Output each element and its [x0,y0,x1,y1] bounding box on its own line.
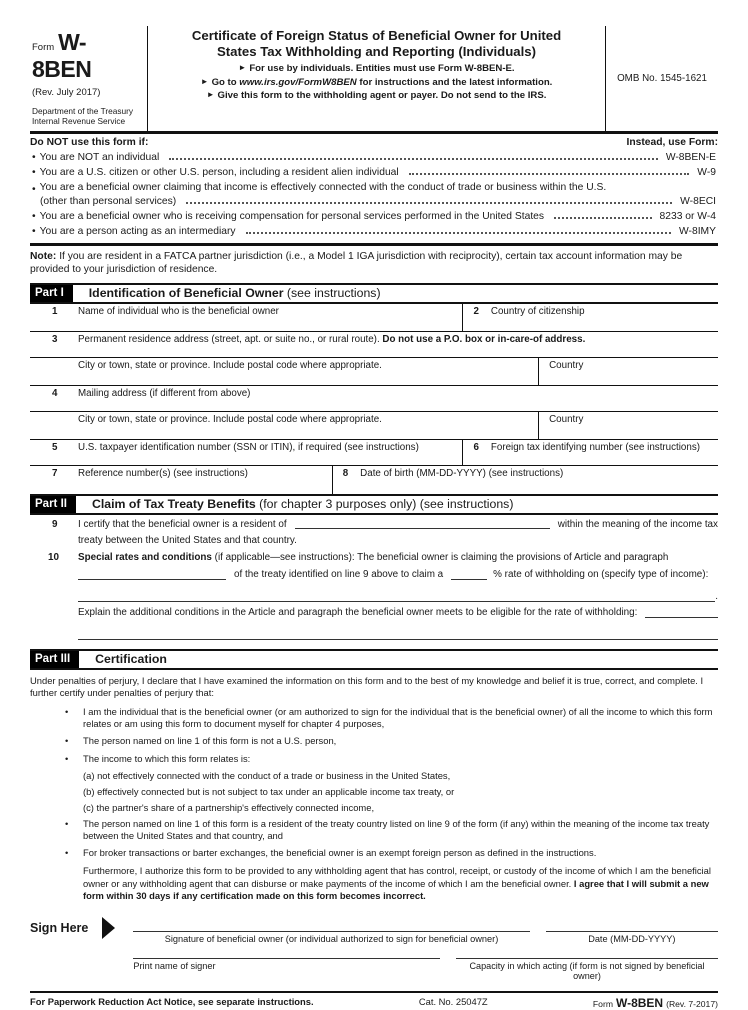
field-line7-reference-numbers[interactable] [30,466,333,494]
certification-bullet-3c: (c) the partner's share of a partnership's effectively connected income, [83,801,375,813]
field-line3-country[interactable] [539,358,718,385]
field-line3-permanent-residence-address[interactable] [30,332,718,357]
field-line6-foreign-tin[interactable] [463,440,718,465]
do-not-item-5: • You are a person acting as an intermediary W-8IMY [32,225,716,237]
sign-here-section [30,913,718,981]
line4-number: 4 [52,387,58,399]
line3-number: 3 [52,333,58,345]
form-word: Form [32,42,55,53]
signature-date-field[interactable]: Date (MM-DD-YYYY) [546,931,718,944]
field-line1-beneficial-owner-name[interactable] [30,304,463,331]
form-title-line2: States Tax Withholding and Reporting (Individuals) [216,44,537,60]
line2-number: 2 [473,305,479,317]
part1-label: Part I [30,285,73,302]
certification-bullet-4: • The person named on line 1 of this form is a resident of the treaty country listed on line 9 of the form (if any) within the meaning of the income tax treaty between the United States and that country, and [30,818,718,842]
field-line2-country-of-citizenship[interactable] [463,304,718,331]
line4-label: Mailing address (if different from above) [78,387,251,399]
dot-leader [246,232,671,234]
do-not-item-3: • You are a beneficial owner claiming that income is effectively connected with the conduct of trade or business within the U.S. (other than personal services) W-8ECI [32,181,716,207]
line10-number: 10 [48,551,59,563]
field-line4-mailing-address[interactable] [30,386,718,411]
do-not-item-4-form: 8233 or W-4 [659,210,716,222]
line7-label: Reference number(s) (see instructions) [78,467,248,479]
line10-tail-text: % rate of withholding on (specify type of income): [493,568,709,580]
line8-number: 8 [342,467,349,479]
form-number: W-8BEN [32,29,92,82]
line10-rate-input[interactable] [451,579,487,580]
dot-leader [169,158,658,160]
line5-number: 5 [52,441,58,453]
field-line8-date-of-birth[interactable] [333,466,718,494]
form-footer [30,991,718,1010]
line5-label: U.S. taxpayer identification number (SSN or ITIN), if required (see instructions) [78,441,419,453]
header-instruction-2: ► Go to www.irs.gov/FormW8BEN for instructions and the latest information. [200,76,553,88]
header-instruction-3: ► Give this form to the withholding agent or payer. Do not send to the IRS. [206,90,547,102]
field-line4-country[interactable] [539,412,718,439]
part2-title: Claim of Tax Treaty Benefits [91,496,256,511]
line9 [30,519,718,546]
agency-line2: Internal Revenue Service [32,115,126,126]
do-not-item-1: • You are NOT an individual W-8BEN-E [32,151,716,163]
arrow-right-icon: ► [200,76,209,86]
line1-number: 1 [52,305,58,317]
part1-subtitle: (see instructions) [286,285,381,300]
sign-here-arrow-icon [102,917,115,939]
bullet-icon: • [32,183,36,195]
do-not-item-5-form: W-8IMY [679,225,716,237]
line2-label: Country of citizenship [490,305,585,317]
dot-leader [186,202,672,204]
form-id-block [30,26,148,131]
bullet-icon: • [65,735,69,747]
print-name-field[interactable]: Print name of signer [133,958,440,981]
part2-label: Part II [30,496,76,513]
line10-explain-text: Explain the additional conditions in the Article and paragraph the beneficial owner meets to be eligible for the rate of withholding: [78,606,638,618]
field-line5-us-tin[interactable] [30,440,463,465]
line9-number: 9 [52,518,58,530]
line8-label: Date of birth (MM-DD-YYYY) (see instructions) [360,467,564,479]
line3-label: Permanent residence address (street, apt. or suite no., or rural route). Do not use a P.O. box or in-care-of address. [78,333,586,345]
do-not-item-2-form: W-9 [697,166,716,178]
field-line4-city[interactable] [30,412,539,439]
line10 [30,552,718,640]
do-not-item-4: • You are a beneficial owner who is receiving compensation for personal services performed in the United States 8233 or W-4 [32,210,716,222]
line3-country-label: Country [549,359,584,371]
field-line3-city[interactable] [30,358,539,385]
header-instruction-1: ► For use by individuals. Entities must use Form W-8BEN-E. [238,63,515,75]
arrow-right-icon: ► [238,63,247,73]
certification-furthermore: Furthermore, I authorize this form to be provided to any withholding agent that has control, receipt, or custody of the income of which I am the beneficial owner or any withholding agent that can disburse or make payments of the income of which I am the beneficial owner. I agree that I will submit a new form within 30 days if any certification made on this form becomes incorrect. [83,865,711,902]
line6-label: Foreign tax identifying number (see instructions) [490,441,700,453]
bullet-icon: • [32,151,36,163]
arrow-right-icon: ► [206,90,215,100]
line9-post-text: within the meaning of the income tax [557,518,718,530]
certification-bullet-1: • I am the individual that is the beneficial owner (or am authorized to sign for the individual that is the beneficial owner) of all the income to which this form relates or am using this form to document myself for chapter 4 purposes, [30,706,718,730]
fatca-note: Note: If you are resident in a FATCA partner jurisdiction (i.e., a Model 1 IGA jurisdiction with reciprocity), certain tax account information may be provided to your jurisdiction of residence. [30,250,683,276]
do-not-use-section [30,134,718,246]
do-not-item-3-form: W-8ECI [680,195,716,207]
line10-explain-input-2[interactable] [78,629,718,640]
certification-bullet-3: • The income to which this form relates is: [30,753,718,765]
line10-explain-input-1[interactable] [645,617,718,618]
line10-period: . [715,590,718,602]
irs-url: www.irs.gov/FormW8BEN [239,76,357,88]
bullet-icon: • [65,847,69,859]
bullet-icon: • [32,210,36,222]
bullet-icon: • [32,166,36,178]
part3-header [30,649,718,670]
certification-bullet-3a: (a) not effectively connected with the conduct of a trade or business in the United States, [83,769,451,781]
line3-city-label: City or town, state or province. Include postal code where appropriate. [78,359,382,371]
dot-leader [554,217,651,219]
dot-leader [409,173,690,175]
line9-pre-text: I certify that the beneficial owner is a resident of [78,518,287,530]
line10-mid-text: of the treaty identified on line 9 above to claim a [234,568,444,580]
line1-label: Name of individual who is the beneficial owner [78,305,279,317]
form-title-line1: Certificate of Foreign Status of Beneficial Owner for United [191,28,562,43]
line9-continuation: treaty between the United States and that country. [78,534,297,546]
certification-bullet-5: • For broker transactions or barter exchanges, the beneficial owner is an exempt foreign person as defined in the instructions. [30,847,718,859]
capacity-field[interactable]: Capacity in which acting (if form is not signed by beneficial owner) [456,958,718,981]
do-not-item-1-form: W-8BEN-E [665,151,716,163]
instead-use-form-label: Instead, use Form: [626,136,718,148]
bullet-icon: • [32,225,36,237]
line4-city-label: City or town, state or province. Include postal code where appropriate. [78,413,382,425]
line10-article-paragraph-input[interactable] [78,579,226,580]
note-label: Note: [30,250,57,262]
certification-intro: Under penalties of perjury, I declare that I have examined the information on this form and to the best of my knowledge and belief it is true, correct, and complete. I further certify under penalties of perjury that: [30,674,704,698]
certification-bullet-2: • The person named on line 1 of this form is not a U.S. person, [30,735,718,747]
line7-number: 7 [52,467,58,479]
part1-title: Identification of Beneficial Owner [88,285,284,300]
catalog-number: Cat. No. 25047Z [418,995,488,1007]
signature-field[interactable]: Signature of beneficial owner (or individual authorized to sign for beneficial owner) [133,931,529,944]
line9-treaty-country-input[interactable] [295,528,550,529]
part2-header [30,494,718,515]
line6-number: 6 [473,441,479,453]
line10-income-type-input[interactable] [78,591,715,602]
sign-here-label: Sign Here [30,920,89,935]
agency-line1: Department of the Treasury [32,106,133,116]
certification-bullet-3b: (b) effectively connected but is not subject to tax under an applicable income tax treaty, or [83,785,455,797]
revision-date: (Rev. July 2017) [32,87,101,98]
bullet-icon: • [65,752,69,764]
paperwork-notice: For Paperwork Reduction Act Notice, see separate instructions. [30,995,314,1007]
form-header [30,26,718,134]
do-not-item-2: • You are a U.S. citizen or other U.S. person, including a resident alien individual W-9 [32,166,716,178]
part3-label: Part III [30,651,79,668]
line4-country-label: Country [549,413,584,425]
part1-header [30,283,718,304]
part2-subtitle: (for chapter 3 purposes only) (see instructions) [259,496,514,511]
footer-form-id: Form W-8BEN (Rev. 7-2017) [592,995,718,1010]
line10-lead-text: Special rates and conditions (if applicable—see instructions): The beneficial owner is claiming the provisions of Article and paragraph [78,551,669,563]
bullet-icon: • [65,705,69,717]
do-not-use-title: Do NOT use this form if: [30,136,149,148]
form-title-block [148,26,606,131]
bullet-icon: • [65,817,69,829]
omb-number: OMB No. 1545-1621 [617,72,707,84]
part3-title: Certification [95,651,167,666]
